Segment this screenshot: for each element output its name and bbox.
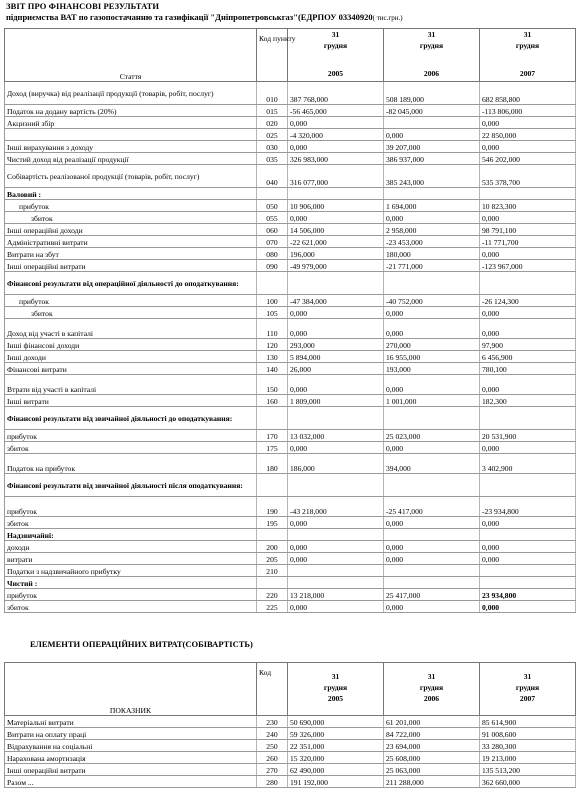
header2-period-2007: 31 грудня 2007 (480, 663, 576, 716)
results-row-value-2005: -22 621,000 (288, 236, 384, 248)
results-row-label: збиток (5, 442, 257, 454)
header-article: Стаття (5, 29, 257, 82)
results-row-code: 150 (257, 375, 288, 395)
results-row-label: Інші вирахування з доходу (5, 141, 257, 153)
units-note: ( тис.грн.) (372, 14, 403, 22)
results-row-value-2005: 13 218,000 (288, 589, 384, 601)
results-row-value-2005: 0,000 (288, 517, 384, 529)
results-row-code: 070 (257, 236, 288, 248)
results-row-value-2006: 385 243,000 (384, 165, 480, 188)
results-row (5, 200, 576, 212)
financial-results-table (4, 28, 576, 613)
results-row-value-2005: 1 809,000 (288, 395, 384, 407)
results-row-value-2006: 386 937,000 (384, 153, 480, 165)
results-row-value-2006: 0,000 (384, 375, 480, 395)
results-row-code: 080 (257, 248, 288, 260)
results-row-label: Податок на прибуток (5, 454, 257, 474)
results-row-code (257, 529, 288, 541)
results-row-value-2007: 0,000 (480, 553, 576, 565)
results-row-value-2007 (480, 529, 576, 541)
results-row-code: 100 (257, 295, 288, 307)
results-row-value-2005 (288, 565, 384, 577)
results-row-code (257, 272, 288, 295)
results-row (5, 395, 576, 407)
results-row-label: прибуток (5, 295, 257, 307)
costs-row-code: 240 (257, 728, 288, 740)
results-row-code: 050 (257, 200, 288, 212)
results-row-value-2006 (384, 474, 480, 497)
results-row-value-2007: 0,000 (480, 541, 576, 553)
results-row (5, 117, 576, 129)
results-row-label: Надзвичайні: (5, 529, 257, 541)
results-row-label: збиток (5, 307, 257, 319)
results-row-value-2005: 26,000 (288, 363, 384, 375)
costs-row-value-2006: 211 288,000 (384, 776, 480, 788)
operating-costs-table (4, 662, 576, 788)
results-row (5, 224, 576, 236)
results-row (5, 105, 576, 117)
results-row-value-2006: 0,000 (384, 553, 480, 565)
costs-row-label: Витрати на оплату праці (5, 728, 257, 740)
costs-row (5, 740, 576, 752)
results-row-value-2006: 1 694,000 (384, 200, 480, 212)
results-row-code: 130 (257, 351, 288, 363)
results-row-label: витрати (5, 553, 257, 565)
results-row-code: 175 (257, 442, 288, 454)
results-row-value-2007: 0,000 (480, 442, 576, 454)
results-row-value-2006: -40 752,000 (384, 295, 480, 307)
results-row (5, 375, 576, 395)
results-row-value-2006: 0,000 (384, 601, 480, 613)
costs-row-code: 280 (257, 776, 288, 788)
results-row-value-2007 (480, 407, 576, 430)
results-row-value-2005: 0,000 (288, 375, 384, 395)
costs-row-value-2005: 50 690,000 (288, 716, 384, 728)
results-row-value-2005 (288, 272, 384, 295)
results-row-value-2007 (480, 577, 576, 589)
results-row-value-2007: -11 771,700 (480, 236, 576, 248)
results-row-value-2006: 508 189,000 (384, 82, 480, 105)
results-row-value-2006 (384, 565, 480, 577)
results-row-label: прибуток (5, 200, 257, 212)
results-row-code: 190 (257, 497, 288, 517)
results-row (5, 188, 576, 200)
results-row-value-2006: 39 207,000 (384, 141, 480, 153)
results-row-value-2006: 180,000 (384, 248, 480, 260)
results-row-value-2005: 0,000 (288, 141, 384, 153)
results-row-value-2007 (480, 565, 576, 577)
results-row-value-2006: 25 023,000 (384, 430, 480, 442)
results-row-value-2005: -49 979,000 (288, 260, 384, 272)
results-row-label: Податки з надзвичайного прибутку (5, 565, 257, 577)
results-row-label: Адміністративні витрати (5, 236, 257, 248)
results-row-value-2006 (384, 272, 480, 295)
costs-row-code: 260 (257, 752, 288, 764)
results-row-value-2005: 0,000 (288, 319, 384, 339)
costs-row-value-2007: 85 614,900 (480, 716, 576, 728)
table-header (5, 29, 576, 82)
results-row-value-2007 (480, 188, 576, 200)
results-row-code (257, 474, 288, 497)
costs-row (5, 728, 576, 740)
results-row (5, 442, 576, 454)
results-row-label: доходи (5, 541, 257, 553)
results-row-value-2006: 2 958,000 (384, 224, 480, 236)
costs-row-label: Матеріальні витрати (5, 716, 257, 728)
results-row-label: Собівартість реалізованої продукції (товарів, робіт, послуг) (5, 165, 257, 188)
results-row-value-2006 (384, 577, 480, 589)
results-row-label: Чистий : (5, 577, 257, 589)
results-row (5, 248, 576, 260)
costs-row-value-2005: 191 192,000 (288, 776, 384, 788)
costs-row-value-2007: 135 513,200 (480, 764, 576, 776)
results-row (5, 153, 576, 165)
results-row-code (257, 188, 288, 200)
results-row-value-2007 (480, 272, 576, 295)
results-row (5, 307, 576, 319)
results-row-value-2006 (384, 188, 480, 200)
costs-row-value-2006: 25 063,000 (384, 764, 480, 776)
results-row-value-2005 (288, 188, 384, 200)
results-row (5, 260, 576, 272)
results-row-value-2005: 316 077,000 (288, 165, 384, 188)
header2-period-2006: 31 грудня 2006 (384, 663, 480, 716)
results-row-value-2005 (288, 474, 384, 497)
results-row-value-2005: 196,000 (288, 248, 384, 260)
results-row-value-2005: -47 384,000 (288, 295, 384, 307)
header2-code: Код (257, 663, 288, 716)
results-row-value-2006: 270,000 (384, 339, 480, 351)
results-row (5, 129, 576, 141)
results-row-value-2005: 0,000 (288, 442, 384, 454)
results-row-value-2007: 20 531,900 (480, 430, 576, 442)
header-code: Код пункту (257, 29, 288, 82)
costs-row-value-2006: 25 608,000 (384, 752, 480, 764)
results-row (5, 212, 576, 224)
results-row-value-2005: 13 032,000 (288, 430, 384, 442)
results-row-label: прибуток (5, 497, 257, 517)
results-row-label: Інші витрати (5, 395, 257, 407)
results-row-label: Доход від участі в капіталі (5, 319, 257, 339)
results-row (5, 565, 576, 577)
results-row-value-2005: 0,000 (288, 541, 384, 553)
results-row-value-2005: 326 983,000 (288, 153, 384, 165)
results-row-label: Валовий : (5, 188, 257, 200)
results-row-value-2005: 186,000 (288, 454, 384, 474)
results-row-value-2007: 0,000 (480, 375, 576, 395)
costs-row (5, 752, 576, 764)
results-row-value-2005: 0,000 (288, 553, 384, 565)
results-row (5, 517, 576, 529)
results-row-code: 110 (257, 319, 288, 339)
results-row-code: 205 (257, 553, 288, 565)
costs-row-value-2007: 33 280,300 (480, 740, 576, 752)
results-row-label: Податок на додану вартість (20%) (5, 105, 257, 117)
results-row (5, 363, 576, 375)
results-row-value-2005: 10 906,000 (288, 200, 384, 212)
costs-row-value-2006: 61 201,000 (384, 716, 480, 728)
results-row-value-2007 (480, 474, 576, 497)
results-row-code: 090 (257, 260, 288, 272)
results-row (5, 351, 576, 363)
results-row-value-2006: 0,000 (384, 541, 480, 553)
costs-row-value-2006: 23 694,000 (384, 740, 480, 752)
costs-row-value-2005: 62 490,000 (288, 764, 384, 776)
results-row-value-2007: 0,000 (480, 117, 576, 129)
results-row-value-2007: 682 858,800 (480, 82, 576, 105)
results-row-value-2006: 0,000 (384, 517, 480, 529)
costs-row-code: 230 (257, 716, 288, 728)
results-row-code: 170 (257, 430, 288, 442)
results-row-code: 210 (257, 565, 288, 577)
results-row (5, 165, 576, 188)
results-row-value-2007: 182,300 (480, 395, 576, 407)
results-row-value-2006: -25 417,000 (384, 497, 480, 517)
results-row (5, 553, 576, 565)
results-row-value-2007: 0,000 (480, 517, 576, 529)
results-row-value-2007: 0,000 (480, 248, 576, 260)
costs-row (5, 764, 576, 776)
results-row-value-2005: 0,000 (288, 117, 384, 129)
results-row-label: Акцизний збір (5, 117, 257, 129)
results-row-code: 140 (257, 363, 288, 375)
costs-row-value-2005: 22 351,000 (288, 740, 384, 752)
results-row-value-2006: 0,000 (384, 319, 480, 339)
results-row-value-2005: 14 506,000 (288, 224, 384, 236)
results-row-value-2005 (288, 577, 384, 589)
header-period-2007: 31 грудня 2007 (480, 29, 576, 82)
results-row-value-2007: 0,000 (480, 601, 576, 613)
results-row-label: Фінансові результати від звичайної діяльності після оподаткування: (5, 474, 257, 497)
results-row-value-2007: 0,000 (480, 307, 576, 319)
results-row-value-2006: -21 771,000 (384, 260, 480, 272)
results-row (5, 497, 576, 517)
results-row (5, 529, 576, 541)
results-row-value-2005: -56 465,000 (288, 105, 384, 117)
results-row-value-2007: 0,000 (480, 319, 576, 339)
costs-row-code: 250 (257, 740, 288, 752)
results-row-label: Втрати від участі в капіталі (5, 375, 257, 395)
results-row-label: Фінансові результати від звичайної діяльності до оподаткування: (5, 407, 257, 430)
results-row-label: Інші операційні доходи (5, 224, 257, 236)
costs-row-label: Інші операційні витрати (5, 764, 257, 776)
header2-period-2005: 31 грудня 2005 (288, 663, 384, 716)
results-row-value-2007: 97,900 (480, 339, 576, 351)
header2-indicator: ПОКАЗНИК (5, 663, 257, 716)
results-row-value-2006: 394,000 (384, 454, 480, 474)
results-row-label: Доход (виручка) від реалізації продукції (товарів, робіт, послуг) (5, 82, 257, 105)
results-row (5, 577, 576, 589)
results-row-label: Фінансові витрати (5, 363, 257, 375)
results-row-label: прибуток (5, 589, 257, 601)
results-row-value-2007: 780,100 (480, 363, 576, 375)
results-row-label: збиток (5, 601, 257, 613)
results-row-value-2007: 3 402,900 (480, 454, 576, 474)
results-row-label: збиток (5, 517, 257, 529)
results-row (5, 295, 576, 307)
results-row (5, 601, 576, 613)
costs-row-label: Разом ... (5, 776, 257, 788)
results-row-value-2005 (288, 407, 384, 430)
report-subtitle (6, 13, 403, 22)
header-period-2005: 31 грудня 2005 (288, 29, 384, 82)
results-row-code: 120 (257, 339, 288, 351)
results-row-value-2007: 23 934,800 (480, 589, 576, 601)
results-row (5, 430, 576, 442)
results-row-value-2007: 22 850,000 (480, 129, 576, 141)
results-row-value-2007: 0,000 (480, 141, 576, 153)
results-row-code: 105 (257, 307, 288, 319)
results-row-code: 055 (257, 212, 288, 224)
results-row-value-2007: 546 202,000 (480, 153, 576, 165)
results-row-value-2005 (288, 529, 384, 541)
results-row-label: Інші операційні витрати (5, 260, 257, 272)
results-row-code: 030 (257, 141, 288, 153)
table2-header (5, 663, 576, 716)
results-row-label: збиток (5, 212, 257, 224)
results-row-value-2005: 0,000 (288, 601, 384, 613)
results-row-label (5, 129, 257, 141)
results-row-code: 025 (257, 129, 288, 141)
costs-row-value-2006: 84 722,000 (384, 728, 480, 740)
results-row (5, 141, 576, 153)
results-row-value-2006: 25 417,000 (384, 589, 480, 601)
results-row-code: 160 (257, 395, 288, 407)
results-row (5, 82, 576, 105)
results-row-label: прибуток (5, 430, 257, 442)
results-row-value-2005: 0,000 (288, 212, 384, 224)
costs-row-value-2007: 91 008,600 (480, 728, 576, 740)
results-row-code (257, 407, 288, 430)
results-row-code: 035 (257, 153, 288, 165)
results-row-code: 225 (257, 601, 288, 613)
results-row-code: 200 (257, 541, 288, 553)
results-row-value-2007: 10 823,300 (480, 200, 576, 212)
results-row-value-2007: -26 124,300 (480, 295, 576, 307)
results-row-value-2006: -23 453,000 (384, 236, 480, 248)
results-row-code (257, 577, 288, 589)
results-row-value-2006: 0,000 (384, 442, 480, 454)
results-row-value-2007: -123 967,000 (480, 260, 576, 272)
costs-row-value-2007: 19 213,000 (480, 752, 576, 764)
results-row (5, 407, 576, 430)
results-row (5, 474, 576, 497)
costs-row-value-2005: 15 320,000 (288, 752, 384, 764)
results-row-value-2006: -82 045,000 (384, 105, 480, 117)
section-title-operating-costs: ЕЛЕМЕНТИ ОПЕРАЦІЙНИХ ВИТРАТ(СОБІВАРТІСТЬ) (30, 639, 253, 649)
results-row-value-2006: 16 955,000 (384, 351, 480, 363)
results-row-value-2006 (384, 117, 480, 129)
results-row (5, 272, 576, 295)
results-row (5, 339, 576, 351)
costs-row (5, 716, 576, 728)
results-row-label: Фінансові результати від операційної діяльності до оподаткування: (5, 272, 257, 295)
results-row-value-2005: 387 768,000 (288, 82, 384, 105)
results-row-value-2007: 535 378,700 (480, 165, 576, 188)
costs-row-value-2007: 362 660,000 (480, 776, 576, 788)
results-row (5, 541, 576, 553)
results-row-code: 060 (257, 224, 288, 236)
results-row-value-2007: 6 456,900 (480, 351, 576, 363)
results-row-label: Чистий доход від реалізації продукції (5, 153, 257, 165)
results-row-value-2007: 0,000 (480, 212, 576, 224)
results-row-value-2005: 293,000 (288, 339, 384, 351)
results-row-value-2007: -113 806,000 (480, 105, 576, 117)
results-row (5, 589, 576, 601)
costs-row-code: 270 (257, 764, 288, 776)
results-row-value-2007: 98 791,100 (480, 224, 576, 236)
results-row-value-2007: -23 934,800 (480, 497, 576, 517)
results-row-value-2005: 0,000 (288, 307, 384, 319)
results-row-value-2006: 1 001,000 (384, 395, 480, 407)
results-row-value-2005: -43 218,000 (288, 497, 384, 517)
results-row-code: 015 (257, 105, 288, 117)
results-row-code: 010 (257, 82, 288, 105)
results-row-label: Витрати на збут (5, 248, 257, 260)
results-row-code: 195 (257, 517, 288, 529)
results-row-value-2006: 0,000 (384, 307, 480, 319)
results-row-value-2006 (384, 407, 480, 430)
results-row-value-2006: 0,000 (384, 212, 480, 224)
results-row-label: Інші доходи (5, 351, 257, 363)
results-row-code: 180 (257, 454, 288, 474)
costs-row-label: Відрахування на соціальні (5, 740, 257, 752)
results-row-value-2006 (384, 529, 480, 541)
header-period-2006: 31 грудня 2006 (384, 29, 480, 82)
results-row (5, 454, 576, 474)
costs-row (5, 776, 576, 788)
results-row (5, 236, 576, 248)
results-row-code: 220 (257, 589, 288, 601)
costs-row-label: Нарахована амортизація (5, 752, 257, 764)
results-row-value-2006: 193,000 (384, 363, 480, 375)
costs-row-value-2005: 59 326,000 (288, 728, 384, 740)
results-row-value-2005: 5 894,000 (288, 351, 384, 363)
report-title: ЗВІТ ПРО ФІНАНСОВІ РЕЗУЛЬТАТИ (6, 1, 160, 11)
results-row-code: 020 (257, 117, 288, 129)
results-row-value-2006: 0,000 (384, 129, 480, 141)
results-row-label: Інші фінансові доходи (5, 339, 257, 351)
results-row-code: 040 (257, 165, 288, 188)
results-row-value-2005: -4 320,000 (288, 129, 384, 141)
company-line: підприємства ВАТ по газопостачанню та газифікації "Дніпропетровськгаз"(ЕДРПОУ 03340920 (6, 12, 373, 22)
results-row (5, 319, 576, 339)
